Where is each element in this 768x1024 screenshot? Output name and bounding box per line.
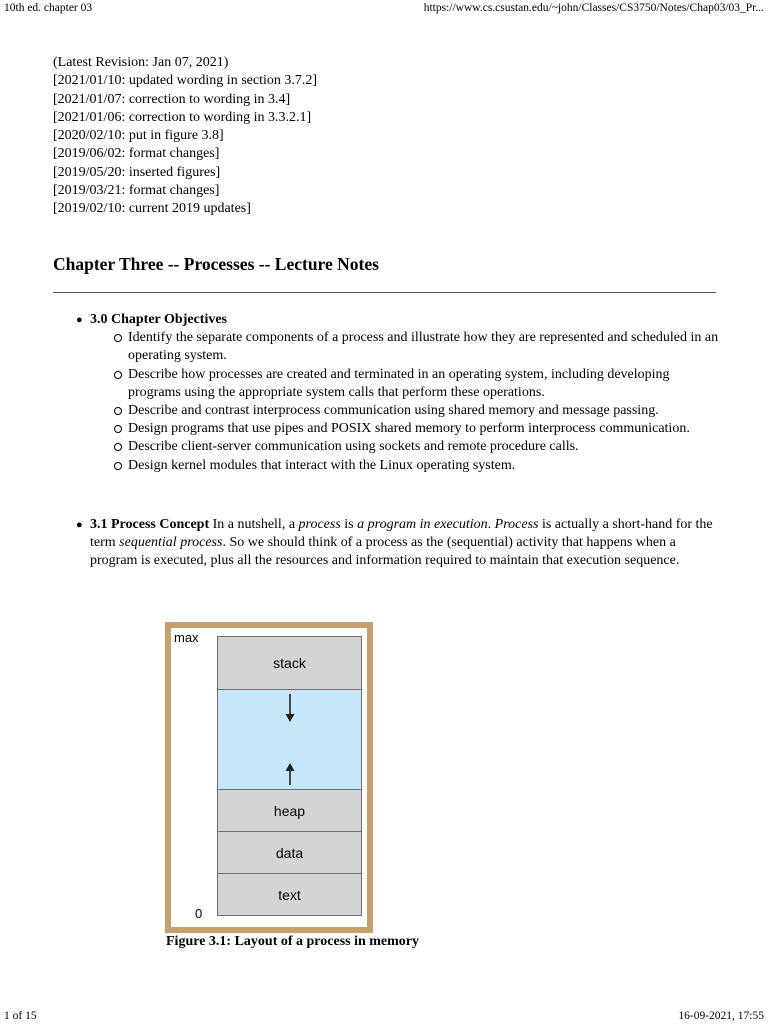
- segment-text: text: [217, 873, 362, 916]
- figure-caption: Figure 3.1: Layout of a process in memory: [166, 934, 420, 949]
- objective-item: [90, 438, 722, 456]
- circle-bullet-icon: [114, 407, 122, 415]
- revision-line: [2019/03/21: format changes]: [53, 183, 220, 199]
- segment-data: data: [217, 831, 362, 874]
- concept-text: . So we should think of a process as the (sequential) activity that happens when a program is executed, plus all the resources and information required to maintain that execution sequence.: [90, 535, 680, 569]
- objective-item: [90, 420, 722, 438]
- arrow-down-icon: [286, 694, 295, 722]
- objective-item: [90, 402, 722, 420]
- page-header-title: 10th ed. chapter 03: [4, 2, 93, 14]
- page-footer-datetime: 16-09-2021, 17:55: [678, 1010, 764, 1022]
- page-header-url: https://www.cs.csustan.edu/~john/Classes/CS3750/Notes/Chap03/03_Pr...: [423, 2, 764, 14]
- growth-arrows: [171, 628, 367, 927]
- section-objectives: [76, 311, 722, 475]
- chapter-title: Chapter Three -- Processes -- Lecture Notes: [53, 254, 379, 274]
- circle-bullet-icon: [114, 371, 122, 379]
- revision-list: [53, 54, 317, 219]
- section-process-concept: [76, 516, 722, 571]
- objective-text: Design programs that use pipes and POSIX shared memory to perform interprocess communication.: [128, 421, 690, 437]
- page-footer-page-number: 1 of 15: [4, 1010, 37, 1022]
- objectives-list: [90, 329, 722, 475]
- circle-bullet-icon: [114, 462, 122, 470]
- revision-line: [2019/06/02: format changes]: [53, 146, 220, 162]
- label-zero: 0: [195, 906, 203, 921]
- segment-heap: heap: [217, 789, 362, 832]
- revision-line: [2021/01/10: updated wording in section 3.7.2]: [53, 73, 318, 89]
- arrow-up-icon: [286, 763, 295, 785]
- concept-text: In a nutshell, a: [209, 517, 299, 532]
- concept-heading: 3.1 Process Concept: [90, 517, 210, 532]
- concept-emphasis: process: [298, 517, 341, 532]
- objective-text: Describe and contrast interprocess communication using shared memory and message passing.: [128, 403, 659, 419]
- concept-emphasis: sequential process: [119, 535, 223, 551]
- bullet-icon: ●: [76, 519, 83, 531]
- concept-emphasis: Process: [494, 517, 539, 532]
- concept-text: is: [340, 517, 358, 532]
- objective-text: Identify the separate components of a process and illustrate how they are represented and scheduled in an operating system.: [128, 330, 719, 364]
- revision-line: (Latest Revision: Jan 07, 2021): [53, 55, 229, 70]
- concept-paragraph: [90, 516, 722, 571]
- concept-text: .: [487, 517, 495, 532]
- objective-text: Design kernel modules that interact with the Linux operating system.: [128, 457, 516, 473]
- circle-bullet-icon: [114, 443, 122, 451]
- memory-layout-figure: [165, 622, 373, 933]
- label-max: max: [174, 630, 199, 645]
- revision-line: [2019/02/10: current 2019 updates]: [53, 201, 251, 217]
- revision-line: [2020/02/10: put in figure 3.8]: [53, 128, 224, 144]
- horizontal-rule: [53, 292, 716, 293]
- segment-stack: stack: [217, 636, 362, 690]
- objective-text: Describe how processes are created and terminated in an operating system, including developing programs using the appropriate system calls that perform these operations.: [128, 366, 670, 400]
- objective-text: Describe client-server communication using sockets and remote procedure calls.: [128, 439, 579, 455]
- circle-bullet-icon: [114, 334, 122, 342]
- figure-canvas: [171, 628, 367, 927]
- objective-item: [90, 457, 722, 475]
- circle-bullet-icon: [114, 425, 122, 433]
- objectives-heading: 3.0 Chapter Objectives: [90, 312, 227, 327]
- bullet-icon: ●: [76, 314, 83, 326]
- revision-line: [2019/05/20: inserted figures]: [53, 164, 221, 180]
- revision-line: [2021/01/06: correction to wording in 3.3.2.1]: [53, 109, 312, 125]
- objective-item: [90, 329, 722, 365]
- objective-item: [90, 366, 722, 402]
- revision-line: [2021/01/07: correction to wording in 3.4]: [53, 91, 291, 107]
- concept-text: is actually a short-hand for the term: [90, 517, 713, 551]
- concept-emphasis: a program in execution: [357, 517, 488, 532]
